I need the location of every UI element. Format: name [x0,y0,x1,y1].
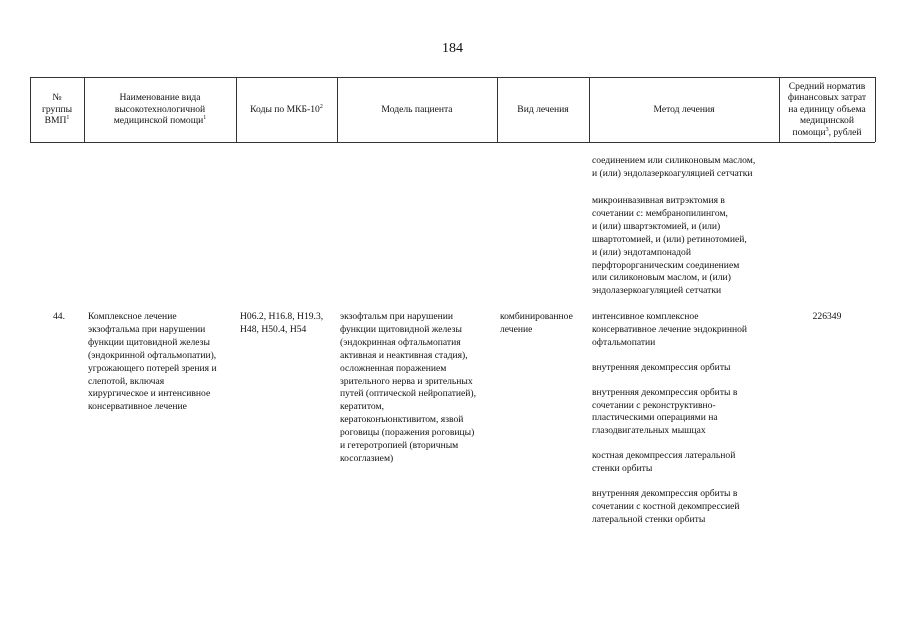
header-patient-model: Модель пациента [381,103,453,115]
header-group-number: № группы ВМП$^1$ [41,92,73,127]
row-44-treatment-type: комбинированное лечение [500,311,573,335]
column-border [875,77,876,142]
table-header-bottom-border [30,142,875,143]
row-44-patient-model: экзофтальм при нарушении функции щитовидной железы (эндокринная офтальмопатия активная и неактивная стадия), осложненная поражением зрительного нерва и зрительных путей (оптической нейропатией), кератитом, кератоконъюнктивитом, язвой роговицы (поражения роговицы) и гетеротропией (вторичным косоглазием) [340,311,477,464]
row-44-cost: 226349 [812,311,842,322]
row-44-group-number: 44. [53,311,65,322]
header-care-name: Наименование вида высокотехнологичной медицинской помощи$^1$ [113,92,207,127]
header-treatment-type: Вид лечения [517,103,569,115]
header-treatment-method: Метод лечения [653,103,715,115]
continued-method-block-1: соединением или силиконовым маслом, и (или) эндолазеркоагуляцией сетчатки [592,155,756,179]
continued-method-block-2: микроинвазивная витрэктомия в сочетании с: мембранопилингом, и (или) швартэктомией, и (или) швартотомией, и (или) ретинотомией, и (или) эндотампонадой перфторорганическим соединением или силиконовым маслом, и (или) эндолазеркоагуляцией сетчатки [592,195,747,297]
row-44-care-name: Комплексное лечение экзофтальма при нарушении функции щитовидной железы (эндокринной офтальмопатии), угрожающего потерей зрения и слепотой, включая хирургическое и интенсивное консервативное лечение [88,311,217,413]
header-average-cost: Средний норматив финансовых затрат на единицу объема медицинской помощи$^3$, рублей [787,80,867,138]
row-44-icd-codes: H06.2, H16.8, H19.3, H48, H50.4, H54 [240,311,324,335]
page-number: 184 [442,41,463,56]
header-icd-codes: Коды по МКБ-$10^2$ [250,103,323,115]
row-44-treatment-methods: интенсивное комплексное консервативное лечение эндокринной офтальмопатии внутренняя декомпрессия орбиты внутренняя декомпрессия орбиты в сочетании с реконструктивно- пластическими операциями на глазодвигательных мышцах костная декомпрессия латеральной стенки орбиты внутренняя декомпрессия орбиты в сочетании с костной декомпрессией латеральной стенки орбиты [592,311,748,525]
